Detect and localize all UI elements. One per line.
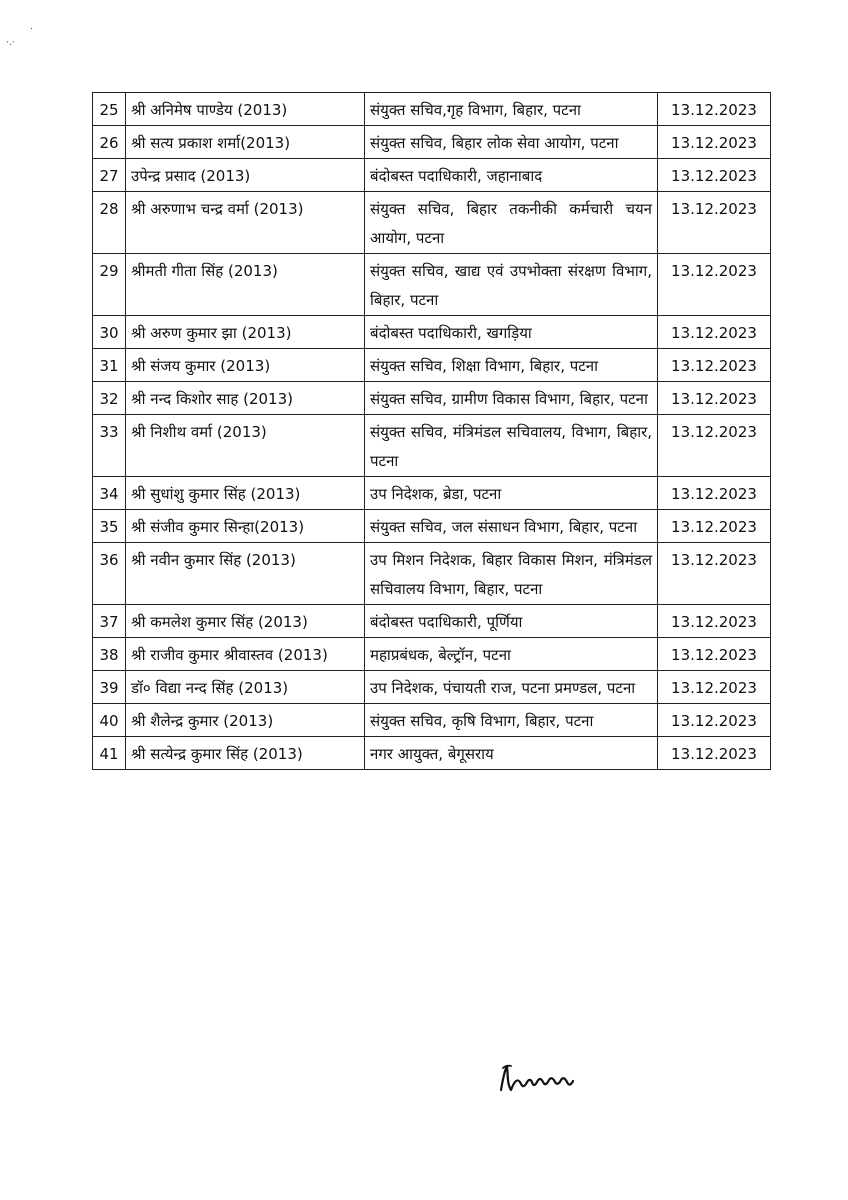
date-cell: 13.12.2023 bbox=[658, 93, 771, 126]
table-row bbox=[93, 605, 771, 638]
serial-number-cell: 25 bbox=[93, 93, 126, 126]
posting-table-body bbox=[93, 93, 771, 770]
officer-name-cell: श्री संजय कुमार (2013) bbox=[126, 349, 365, 382]
table-row bbox=[93, 704, 771, 737]
date-cell: 13.12.2023 bbox=[658, 382, 771, 415]
posting-cell: संयुक्त सचिव, शिक्षा विभाग, बिहार, पटना bbox=[365, 349, 658, 382]
serial-number-cell: 29 bbox=[93, 254, 126, 316]
table-row bbox=[93, 159, 771, 192]
serial-number-cell: 31 bbox=[93, 349, 126, 382]
officer-name-cell: श्री सत्येन्द्र कुमार सिंह (2013) bbox=[126, 737, 365, 770]
posting-cell: संयुक्त सचिव, ग्रामीण विकास विभाग, बिहार, पटना bbox=[365, 382, 658, 415]
posting-cell: उप निदेशक, पंचायती राज, पटना प्रमण्डल, पटना bbox=[365, 671, 658, 704]
serial-number-cell: 35 bbox=[93, 510, 126, 543]
date-cell: 13.12.2023 bbox=[658, 316, 771, 349]
date-cell: 13.12.2023 bbox=[658, 737, 771, 770]
posting-cell: बंदोबस्त पदाधिकारी, खगड़िया bbox=[365, 316, 658, 349]
table-row bbox=[93, 316, 771, 349]
officer-name-cell: डॉ० विद्या नन्द सिंह (2013) bbox=[126, 671, 365, 704]
date-cell: 13.12.2023 bbox=[658, 159, 771, 192]
serial-number-cell: 37 bbox=[93, 605, 126, 638]
serial-number-cell: 39 bbox=[93, 671, 126, 704]
table-row bbox=[93, 477, 771, 510]
table-row bbox=[93, 93, 771, 126]
posting-cell: संयुक्त सचिव, बिहार तकनीकी कर्मचारी चयन आयोग, पटना bbox=[365, 192, 658, 254]
officer-name-cell: श्री सुधांशु कुमार सिंह (2013) bbox=[126, 477, 365, 510]
date-cell: 13.12.2023 bbox=[658, 126, 771, 159]
table-row bbox=[93, 254, 771, 316]
posting-cell: नगर आयुक्त, बेगूसराय bbox=[365, 737, 658, 770]
date-cell: 13.12.2023 bbox=[658, 510, 771, 543]
officer-name-cell: श्री संजीव कुमार सिन्हा(2013) bbox=[126, 510, 365, 543]
officer-name-cell: श्री नन्द किशोर साह (2013) bbox=[126, 382, 365, 415]
date-cell: 13.12.2023 bbox=[658, 254, 771, 316]
officer-name-cell: उपेन्द्र प्रसाद (2013) bbox=[126, 159, 365, 192]
table-row bbox=[93, 349, 771, 382]
serial-number-cell: 41 bbox=[93, 737, 126, 770]
date-cell: 13.12.2023 bbox=[658, 349, 771, 382]
serial-number-cell: 27 bbox=[93, 159, 126, 192]
serial-number-cell: 33 bbox=[93, 415, 126, 477]
posting-cell: बंदोबस्त पदाधिकारी, जहानाबाद bbox=[365, 159, 658, 192]
serial-number-cell: 28 bbox=[93, 192, 126, 254]
serial-number-cell: 32 bbox=[93, 382, 126, 415]
serial-number-cell: 30 bbox=[93, 316, 126, 349]
officer-name-cell: श्रीमती गीता सिंह (2013) bbox=[126, 254, 365, 316]
officer-name-cell: श्री अनिमेष पाण्डेय (2013) bbox=[126, 93, 365, 126]
posting-cell: संयुक्त सचिव, बिहार लोक सेवा आयोग, पटना bbox=[365, 126, 658, 159]
posting-table bbox=[92, 92, 771, 770]
posting-cell: बंदोबस्त पदाधिकारी, पूर्णिया bbox=[365, 605, 658, 638]
scan-speck: . bbox=[30, 22, 33, 32]
date-cell: 13.12.2023 bbox=[658, 605, 771, 638]
table-row bbox=[93, 638, 771, 671]
officer-name-cell: श्री नवीन कुमार सिंह (2013) bbox=[126, 543, 365, 605]
serial-number-cell: 38 bbox=[93, 638, 126, 671]
officer-name-cell: श्री अरुणाभ चन्द्र वर्मा (2013) bbox=[126, 192, 365, 254]
officer-name-cell: श्री सत्य प्रकाश शर्मा(2013) bbox=[126, 126, 365, 159]
table-row bbox=[93, 543, 771, 605]
table-row bbox=[93, 192, 771, 254]
serial-number-cell: 40 bbox=[93, 704, 126, 737]
date-cell: 13.12.2023 bbox=[658, 543, 771, 605]
officer-name-cell: श्री निशीथ वर्मा (2013) bbox=[126, 415, 365, 477]
posting-cell: संयुक्त सचिव, जल संसाधन विभाग, बिहार, पटना bbox=[365, 510, 658, 543]
table-row bbox=[93, 415, 771, 477]
date-cell: 13.12.2023 bbox=[658, 638, 771, 671]
table-row bbox=[93, 510, 771, 543]
officer-name-cell: श्री अरुण कुमार झा (2013) bbox=[126, 316, 365, 349]
officer-name-cell: श्री राजीव कुमार श्रीवास्तव (2013) bbox=[126, 638, 365, 671]
serial-number-cell: 36 bbox=[93, 543, 126, 605]
posting-cell: उप निदेशक, ब्रेडा, पटना bbox=[365, 477, 658, 510]
signature bbox=[495, 1060, 585, 1100]
date-cell: 13.12.2023 bbox=[658, 704, 771, 737]
serial-number-cell: 26 bbox=[93, 126, 126, 159]
table-row bbox=[93, 737, 771, 770]
serial-number-cell: 34 bbox=[93, 477, 126, 510]
date-cell: 13.12.2023 bbox=[658, 671, 771, 704]
posting-cell: उप मिशन निदेशक, बिहार विकास मिशन, मंत्रिमंडल सचिवालय विभाग, बिहार, पटना bbox=[365, 543, 658, 605]
date-cell: 13.12.2023 bbox=[658, 192, 771, 254]
posting-cell: संयुक्त सचिव,गृह विभाग, बिहार, पटना bbox=[365, 93, 658, 126]
posting-cell: संयुक्त सचिव, कृषि विभाग, बिहार, पटना bbox=[365, 704, 658, 737]
scan-speck: ·.· bbox=[6, 38, 15, 48]
posting-cell: संयुक्त सचिव, खाद्य एवं उपभोक्ता संरक्षण विभाग, बिहार, पटना bbox=[365, 254, 658, 316]
officer-name-cell: श्री शैलेन्द्र कुमार (2013) bbox=[126, 704, 365, 737]
table-row bbox=[93, 671, 771, 704]
officer-name-cell: श्री कमलेश कुमार सिंह (2013) bbox=[126, 605, 365, 638]
date-cell: 13.12.2023 bbox=[658, 477, 771, 510]
date-cell: 13.12.2023 bbox=[658, 415, 771, 477]
table-row bbox=[93, 382, 771, 415]
posting-cell: महाप्रबंधक, बेल्ट्रॉन, पटना bbox=[365, 638, 658, 671]
table-row bbox=[93, 126, 771, 159]
posting-cell: संयुक्त सचिव, मंत्रिमंडल सचिवालय, विभाग, बिहार, पटना bbox=[365, 415, 658, 477]
